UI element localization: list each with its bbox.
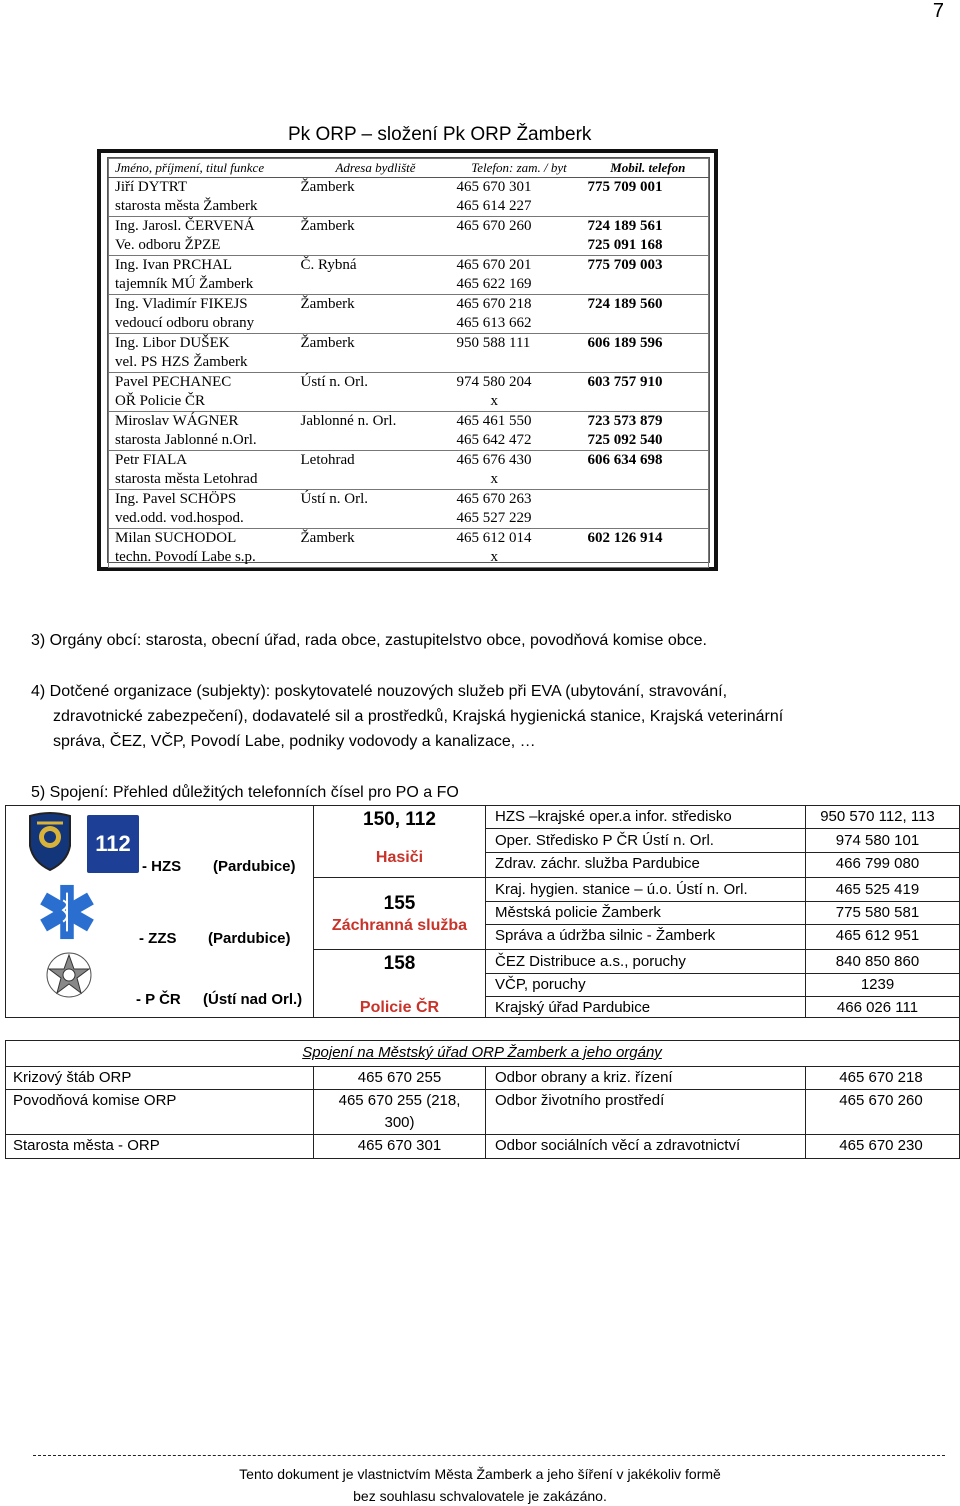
member-name-line1: Petr FIALA: [115, 452, 188, 468]
member-phone-line2: x: [490, 471, 498, 487]
member-phone-line1: 465 612 014: [456, 530, 532, 546]
member-name-line1: Ing. Vladimír FIKEJS: [115, 296, 248, 312]
member-phone: [451, 373, 582, 412]
member-name-line2: ved.odd. vod.hospod.: [115, 510, 244, 526]
member-name: [109, 178, 295, 217]
zzs-label: - ZZS: [139, 930, 177, 947]
member-name: [109, 529, 295, 568]
member-name-line1: Ing. Jarosl. ČERVENÁ: [115, 218, 255, 234]
table-row: [109, 256, 709, 295]
member-mobile: [582, 295, 709, 334]
member-address-line1: Letohrad: [300, 452, 355, 468]
member-phone: [451, 451, 582, 490]
contact-name: Krajský úřad Pardubice: [495, 999, 651, 1016]
member-mobile-line1: 724 189 560: [587, 296, 663, 312]
table-row: [109, 451, 709, 490]
member-address: [295, 373, 451, 412]
member-mobile-line1: 723 573 879: [587, 413, 663, 429]
member-address: [295, 451, 451, 490]
committee-table: [97, 149, 718, 571]
contact-name: HZS –krajské oper.a infor. středisko: [495, 808, 732, 825]
member-phone-line1: 974 580 204: [456, 374, 532, 390]
member-name: [109, 373, 295, 412]
member-phone-line2: 465 622 169: [456, 276, 532, 292]
member-address-line1: Žamberk: [300, 335, 355, 351]
section-4-head: 4) Dotčené organizace (subjekty):: [31, 683, 271, 700]
member-mobile-line1: 775 709 001: [587, 179, 663, 195]
member-address: [295, 178, 451, 217]
contact-phone: 950 570 112, 113: [820, 808, 935, 825]
member-phone-line1: 465 676 430: [456, 452, 532, 468]
member-name-line2: tajemník MÚ Žamberk: [115, 276, 254, 292]
table-row: [109, 412, 709, 451]
member-mobile-line1: 602 126 914: [587, 530, 663, 546]
zzs-name: Záchranná služba: [331, 917, 468, 934]
contact-phone: 974 580 101: [835, 832, 920, 849]
member-mobile: [582, 373, 709, 412]
page-number: 7: [932, 0, 944, 22]
city-right-label: Odbor životního prostředí: [495, 1092, 665, 1109]
hzs-region: (Pardubice): [213, 858, 296, 875]
member-mobile: [582, 256, 709, 295]
member-phone-line2: 465 642 472: [456, 432, 532, 448]
member-address-line1: Žamberk: [300, 530, 355, 546]
table-header-row: [109, 159, 709, 178]
member-mobile-line2: 725 091 168: [587, 237, 663, 253]
member-address: [295, 295, 451, 334]
member-name-line1: Pavel PECHANEC: [115, 374, 232, 390]
emergency-block: [5, 805, 960, 1040]
footer-line2: bez souhlasu schvalovatele je zakázáno.: [353, 1488, 607, 1504]
member-phone: [451, 529, 582, 568]
section-3: [31, 628, 707, 653]
member-phone-line2: 465 527 229: [456, 510, 532, 526]
table1-title: Pk ORP – složení Pk ORP Žamberk: [288, 124, 592, 145]
member-name-line1: Milan SUCHODOL: [115, 530, 237, 546]
member-address-line1: Č. Rybná: [300, 257, 357, 273]
section-4-text1: poskytovatelé nouzových služeb při EVA (ubytování, stravování,: [270, 683, 728, 700]
member-mobile-line2: 725 092 540: [587, 432, 663, 448]
member-mobile: [582, 490, 709, 529]
city-left-label: Starosta města - ORP: [13, 1137, 160, 1154]
table-row: [109, 529, 709, 568]
city-right-phone: 465 670 218: [839, 1069, 923, 1086]
member-phone: [451, 490, 582, 529]
footer-divider: [33, 1455, 945, 1456]
member-mobile-line1: 606 634 698: [587, 452, 663, 468]
member-name-line2: techn. Povodí Labe s.p.: [115, 549, 256, 565]
member-phone: [451, 217, 582, 256]
pcr-region: (Ústí nad Orl.): [203, 991, 303, 1008]
member-address: [295, 529, 451, 568]
city-office-table: [5, 1040, 960, 1160]
section-4-line1: [31, 679, 727, 704]
city-left-phone: 465 670 255: [357, 1069, 442, 1086]
member-name-line2: OŘ Policie ČR: [115, 393, 206, 409]
member-address: [295, 217, 451, 256]
member-mobile: [582, 412, 709, 451]
hzs-label: - HZS: [142, 858, 182, 875]
city-table-title: Spojení na Městský úřad ORP Žamberk a jeho orgány: [302, 1044, 662, 1061]
member-phone-line1: 465 670 301: [456, 179, 532, 195]
member-mobile: [582, 178, 709, 217]
zzs-number: 155: [383, 893, 416, 914]
city-left-label: Krizový štáb ORP: [13, 1069, 132, 1086]
contact-phone: 840 850 860: [835, 953, 920, 970]
member-address-line1: Žamberk: [300, 296, 355, 312]
contact-name: Městská policie Žamberk: [495, 904, 661, 921]
member-phone-line2: 465 614 227: [456, 198, 532, 214]
section-4-line2: zdravotnické zabezpečení), dodavatelé sil a prostředků, Krajská hygienická stanice, Krajská veterinární: [53, 708, 784, 725]
emergency-112-badge: 112: [87, 815, 139, 873]
member-name-line1: Miroslav WÁGNER: [115, 413, 239, 429]
member-phone: [451, 178, 582, 217]
member-phone-line2: x: [490, 393, 498, 409]
member-address-line1: Ústí n. Orl.: [300, 491, 368, 507]
police-star-icon: [39, 950, 99, 1000]
member-address: [295, 334, 451, 373]
member-phone: [451, 334, 582, 373]
city-left-phone: 465 670 255 (218,: [338, 1092, 461, 1109]
contact-phone: 1239: [860, 976, 895, 993]
member-mobile-line1: 724 189 561: [587, 218, 663, 234]
footer-line1: Tento dokument je vlastnictvím Města Žamberk a jeho šíření v jakékoliv formě: [239, 1466, 721, 1482]
member-address: [295, 256, 451, 295]
member-name: [109, 217, 295, 256]
table-row: [109, 373, 709, 412]
city-left-phone: 465 670 301: [357, 1137, 442, 1154]
member-phone-line1: 950 588 111: [456, 335, 531, 351]
city-left-phone-cont: 300): [384, 1114, 415, 1131]
member-mobile: [582, 334, 709, 373]
section-5: [31, 780, 459, 805]
member-name-line2: vel. PS HZS Žamberk: [115, 354, 248, 370]
contact-phone: 466 799 080: [835, 855, 920, 872]
member-mobile-line1: 775 709 003: [587, 257, 663, 273]
member-phone-line1: 465 670 263: [456, 491, 532, 507]
member-address-line1: Jablonné n. Orl.: [300, 413, 397, 429]
member-address-line1: Žamberk: [300, 179, 355, 195]
member-name: [109, 256, 295, 295]
member-name: [109, 451, 295, 490]
firefighter-shield-icon: [27, 810, 73, 872]
member-address: [295, 412, 451, 451]
member-mobile-line1: 603 757 910: [587, 374, 663, 390]
member-name-line2: starosta města Žamberk: [115, 198, 258, 214]
table-row: [109, 295, 709, 334]
section-3-body: starosta, obecní úřad, rada obce, zastupitelstvo obce, povodňová komise obce.: [141, 632, 707, 649]
city-right-phone: 465 670 260: [839, 1092, 923, 1109]
member-phone-line2: x: [490, 549, 498, 565]
table-row: [109, 490, 709, 529]
member-phone-line1: 465 670 201: [456, 257, 532, 273]
city-right-label: Odbor sociálních věcí a zdravotnictví: [495, 1137, 741, 1154]
member-phone: [451, 256, 582, 295]
member-name-line2: vedoucí odboru obrany: [115, 315, 255, 331]
pcr-label: - P ČR: [136, 991, 181, 1008]
member-phone-line1: 465 670 260: [456, 218, 532, 234]
contact-name: VČP, poruchy: [495, 976, 586, 993]
table-row: [109, 178, 709, 217]
header-name: Jméno, příjmení, titul funkce: [109, 159, 295, 178]
member-mobile-line1: 606 189 596: [587, 335, 663, 351]
member-phone-line1: 465 670 218: [456, 296, 532, 312]
contact-phone: 465 612 951: [835, 927, 920, 944]
member-name: [109, 295, 295, 334]
member-name-line1: Ing. Libor DUŠEK: [115, 335, 230, 351]
member-name-line2: starosta Jablonné n.Orl.: [115, 432, 257, 448]
hzs-name: Hasiči: [375, 849, 424, 866]
member-name-line2: starosta města Letohrad: [115, 471, 258, 487]
header-address: Adresa bydliště: [295, 159, 451, 178]
member-name: [109, 334, 295, 373]
contact-phone: 775 580 581: [835, 904, 920, 921]
table-row: [109, 217, 709, 256]
contact-name: Kraj. hygien. stanice – ú.o. Ústí n. Orl.: [495, 881, 748, 898]
contact-name: Zdrav. záchr. služba Pardubice: [495, 855, 700, 872]
pcr-number: 158: [383, 953, 416, 974]
contact-name: ČEZ Distribuce a.s., poruchy: [495, 953, 686, 970]
member-mobile: [582, 529, 709, 568]
member-name-line2: Ve. odboru ŽPZE: [115, 237, 221, 253]
contact-phone: 466 026 111: [836, 999, 919, 1016]
member-phone: [451, 295, 582, 334]
city-right-phone: 465 670 230: [839, 1137, 923, 1154]
member-mobile: [582, 217, 709, 256]
member-phone: [451, 412, 582, 451]
committee-table-grid: [108, 158, 709, 568]
contact-name: Oper. Středisko P ČR Ústí n. Orl.: [495, 832, 714, 849]
header-phone: Telefon: zam. / byt: [451, 159, 582, 178]
city-left-label: Povodňová komise ORP: [13, 1092, 177, 1109]
member-phone-line2: 465 613 662: [456, 315, 532, 331]
section-4-line3: správa, ČEZ, VČP, Povodí Labe, podniky vodovody a kanalizace, …: [53, 733, 536, 750]
zzs-region: (Pardubice): [208, 930, 291, 947]
contact-phone: 465 525 419: [835, 881, 920, 898]
member-name-line1: Ing. Pavel SCHÖPS: [115, 491, 237, 507]
header-mobile: Mobil. telefon: [582, 159, 709, 178]
member-name: [109, 412, 295, 451]
member-name: [109, 490, 295, 529]
member-phone-line1: 465 461 550: [456, 413, 532, 429]
section-5-body: Přehled důležitých telefonních čísel pro PO a FO: [108, 784, 459, 801]
pcr-name: Policie ČR: [359, 999, 440, 1016]
member-mobile: [582, 451, 709, 490]
table-row: [109, 334, 709, 373]
member-name-line1: Jiří DYTRT: [115, 179, 188, 195]
member-address-line1: Žamberk: [300, 218, 355, 234]
section-3-head: 3) Orgány obcí:: [31, 632, 142, 649]
section-5-head: 5) Spojení:: [31, 784, 109, 801]
member-address-line1: Ústí n. Orl.: [300, 374, 368, 390]
city-right-label: Odbor obrany a kriz. řízení: [495, 1069, 673, 1086]
member-address: [295, 490, 451, 529]
contact-name: Správa a údržba silnic - Žamberk: [495, 927, 716, 944]
hzs-number: 150, 112: [363, 809, 436, 830]
star-of-life-icon: [38, 882, 96, 942]
member-name-line1: Ing. Ivan PRCHAL: [115, 257, 233, 273]
